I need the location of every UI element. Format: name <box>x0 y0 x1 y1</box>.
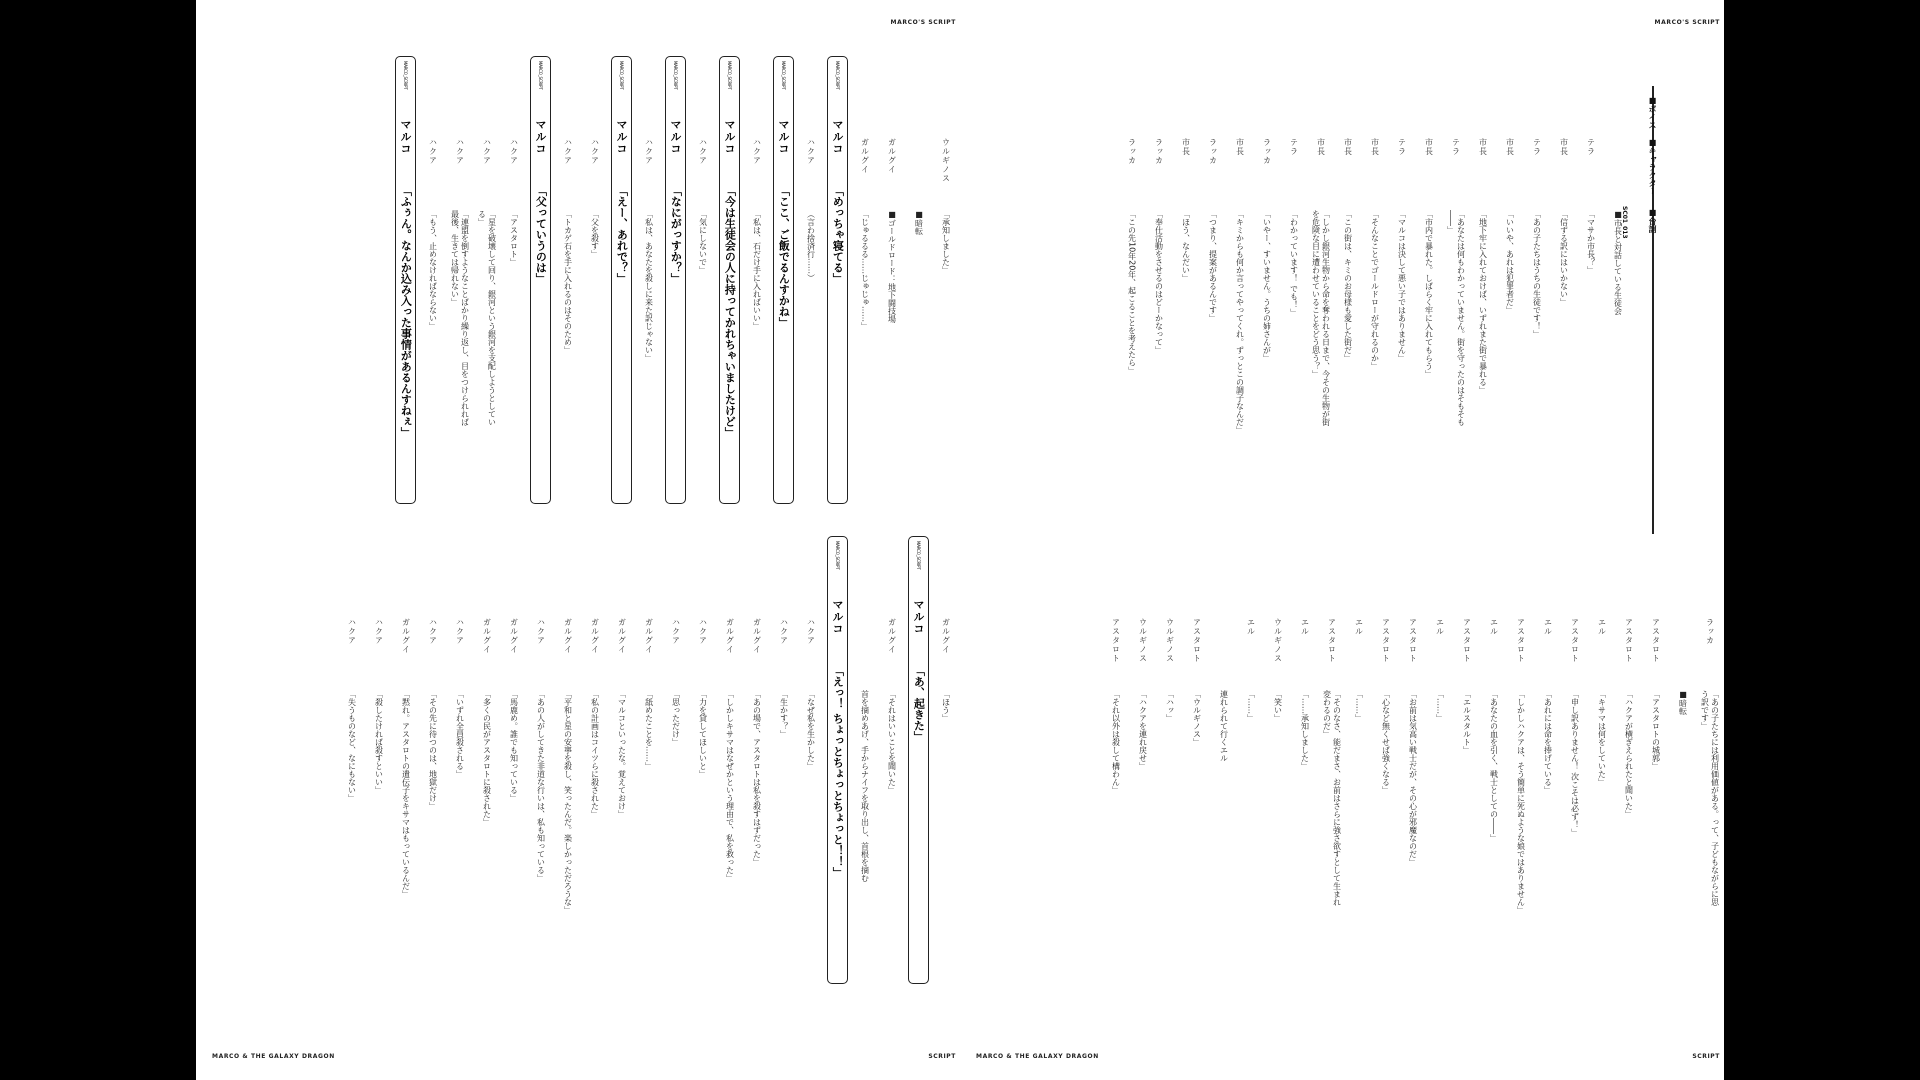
speaker-name: エル <box>1246 618 1256 636</box>
script-line <box>1537 552 1558 912</box>
dialogue-text: 「つまり、提案があるんです」 <box>1208 210 1218 322</box>
script-line <box>1229 72 1250 432</box>
column-head-voice: ■ボイス <box>1648 96 1657 129</box>
dialogue-text: 「そんなことでゴールドローが守れるのか」 <box>1370 210 1380 370</box>
speaker-name: エル <box>1435 618 1445 636</box>
dialogue-text: 「生かす？」 <box>779 690 789 738</box>
speaker-name: 市長 <box>1316 138 1326 156</box>
speaker-name: ガルグイ <box>860 138 870 174</box>
speaker-name: ハクア <box>806 618 816 645</box>
script-line <box>395 552 416 912</box>
script-line <box>341 552 362 912</box>
column-head-character: ■キャラクター <box>1648 138 1657 195</box>
dialogue-text: 「もう、止めなければならない」 <box>428 210 438 330</box>
script-block-bottom <box>972 552 1720 912</box>
page-footer-title: MARCO & THE GALAXY DRAGON <box>212 1053 335 1060</box>
script-line <box>1553 72 1574 432</box>
speaker-name: アスタロト <box>1381 618 1391 663</box>
speaker-name: マルコ <box>723 119 736 155</box>
script-line <box>881 552 902 912</box>
speaker-name: アスタロト <box>1624 618 1634 663</box>
speaker-name: ラッカ <box>1705 618 1715 645</box>
script-line <box>692 72 713 432</box>
line-tag: MARCO_SCRIPT <box>619 61 624 90</box>
highlighted-line <box>773 56 794 504</box>
highlighted-line <box>719 56 740 504</box>
script-block-top <box>972 72 1628 432</box>
dialogue-text: 「しかしハクアは、そう簡単に死ぬような娘ではありません」 <box>1516 690 1526 914</box>
dialogue-text: 「気にしないで」 <box>698 210 708 274</box>
speaker-name: エル <box>1597 618 1607 636</box>
speaker-name: 市長 <box>1370 138 1380 156</box>
dialogue-text: 「多くの民がアスタロトに殺された」 <box>482 690 492 826</box>
dialogue-text: 「その先に待つのは、地獄だけ」 <box>428 690 438 810</box>
speaker-name: ガルグイ <box>644 618 654 654</box>
highlighted-line <box>827 536 848 984</box>
dialogue-text: 「エルスタルト」 <box>1462 690 1472 754</box>
speaker-name: ガルグイ <box>725 618 735 654</box>
dialogue-text: 「父を殺す」 <box>590 210 600 258</box>
speaker-name: ガルグイ <box>941 618 951 654</box>
dialogue-text: 「今は生徒会の人に持ってかれちゃいましたけど」 <box>723 185 737 438</box>
dialogue-text: 「承知しました」 <box>941 210 951 274</box>
dialogue-text: 「ウルギノス」 <box>1192 690 1202 746</box>
script-line <box>1375 552 1396 912</box>
script-line <box>1202 72 1223 432</box>
script-line <box>557 72 578 432</box>
speaker-name: ハクア <box>455 138 465 165</box>
page-footer-label: SCRIPT <box>1692 1053 1720 1060</box>
dialogue-text: 「申し訳ありません！ 次こそは必ず！」 <box>1570 690 1580 837</box>
dialogue-text: 「あれには命を捧げている」 <box>1543 690 1553 794</box>
script-line <box>1105 552 1126 912</box>
script-line <box>908 72 929 432</box>
highlighted-line <box>395 56 416 504</box>
dialogue-text: 「えー、あれで？」 <box>615 185 629 284</box>
speaker-name: マルコ <box>534 119 547 155</box>
script-line <box>1618 552 1639 912</box>
dialogue-text: 「ここ、ご飯でるんすかね」 <box>777 185 791 328</box>
script-line <box>530 552 551 912</box>
highlighted-line <box>665 56 686 504</box>
script-line <box>1294 552 1315 912</box>
speaker-name: テラ <box>1397 138 1407 156</box>
speaker-name: ガルグイ <box>563 618 573 654</box>
dialogue-text: 「マサか市長？」 <box>1586 210 1596 274</box>
dialogue-text: 「……」 <box>1435 690 1445 722</box>
speaker-name: テラ <box>1532 138 1542 156</box>
dialogue-text: 「私は、石だけ手に入ればいい」 <box>752 210 762 330</box>
dialogue-text: 「黙れ。アスタロトの遺伝子をキサマはもっているんだ」 <box>401 690 411 898</box>
script-line <box>1510 552 1531 912</box>
speaker-name: マルコ <box>615 119 628 155</box>
speaker-name: ハクア <box>644 138 654 165</box>
script-line <box>1337 72 1358 432</box>
dialogue-text: ■ゴールドロード：地下闘技場 <box>887 210 897 323</box>
dialogue-text: 「舐めたことを……」 <box>644 690 654 770</box>
dialogue-text: 「私の計画はコイツらに殺された」 <box>590 690 600 818</box>
script-line <box>800 72 821 432</box>
dialogue-text: 「じゅるるる……じゅじゅ……」 <box>860 210 870 330</box>
speaker-name: エル <box>1543 618 1553 636</box>
speaker-name: マルコ <box>912 599 925 635</box>
script-line <box>1645 552 1666 912</box>
speaker-name: ガルグイ <box>509 618 519 654</box>
speaker-name: ハクア <box>428 618 438 645</box>
left-script-page <box>196 0 960 1080</box>
speaker-name: ガルグイ <box>401 618 411 654</box>
dialogue-text: 「アスタロト」 <box>509 210 519 266</box>
script-line <box>449 72 470 432</box>
dialogue-text: 「なぜ私を生かした」 <box>806 690 816 770</box>
script-line <box>1186 552 1207 912</box>
script-line <box>935 552 956 912</box>
dialogue-text: 「なにがっすか？」 <box>669 185 683 284</box>
speaker-name: エル <box>1354 618 1364 636</box>
highlighted-line <box>611 56 632 504</box>
script-line <box>503 72 524 432</box>
dialogue-text: 「いやー、すいません。うちの姉さんが」 <box>1262 210 1272 362</box>
dialogue-text: 「しかしキサマはなぜかという理由で、私を救った」 <box>725 690 735 882</box>
speaker-name: ガルグイ <box>887 138 897 174</box>
script-line <box>1321 552 1342 912</box>
dialogue-text: 「あ、起きた」 <box>912 665 926 742</box>
dialogue-text: 「ほう、なんだい」 <box>1181 210 1191 282</box>
speaker-name: 市長 <box>1505 138 1515 156</box>
line-tag: MARCO_SCRIPT <box>403 61 408 90</box>
script-line <box>1564 552 1585 912</box>
dialogue-text: 「……」 <box>1354 690 1364 722</box>
script-line <box>746 552 767 912</box>
dialogue-text: 「市内で暴れた。しばらく牢に入れてもらう」 <box>1424 210 1434 378</box>
speaker-name: ハクア <box>374 618 384 645</box>
speaker-name: ハクア <box>698 138 708 165</box>
dialogue-text: 「笑い」 <box>1273 690 1283 722</box>
speaker-name: ウルギノス <box>1138 618 1148 663</box>
dialogue-text: （言わ捨済行……） <box>806 210 816 282</box>
script-line <box>1526 72 1547 432</box>
speaker-name: ハクア <box>536 618 546 645</box>
line-tag: MARCO_SCRIPT <box>835 541 840 570</box>
column-head-line: ■台詞 <box>1648 208 1657 233</box>
script-line <box>1121 72 1142 432</box>
dialogue-text: 「……承知しました」 <box>1300 690 1310 770</box>
speaker-name: ハクア <box>563 138 573 165</box>
speaker-name: アスタロト <box>1570 618 1580 663</box>
speaker-name: ガルグイ <box>752 618 762 654</box>
speaker-name: ハクア <box>806 138 816 165</box>
dialogue-text: 連れられて行くエル <box>1219 690 1229 762</box>
speaker-name: マルコ <box>777 119 790 155</box>
script-line <box>1607 72 1628 432</box>
dialogue-text: 「平和と星の安寧を殺し、笑ったんだ。楽しかっただろうな」 <box>563 690 573 914</box>
line-tag: MARCO_SCRIPT <box>673 61 678 90</box>
dialogue-text: 「……」 <box>1246 690 1256 722</box>
script-line <box>584 72 605 432</box>
highlighted-line <box>827 56 848 504</box>
script-line <box>1132 552 1153 912</box>
script-line <box>1483 552 1504 912</box>
script-line <box>1391 72 1412 432</box>
script-line <box>1591 552 1612 912</box>
dialogue-text: 「あなたは何もわかっていません。街を守ったのはそもそも――」 <box>1446 210 1466 426</box>
dialogue-text: 「星を破壊して回り、銀河という銀河を支配しようとしている」 <box>477 210 497 426</box>
speaker-name: ラッカ <box>1262 138 1272 165</box>
speaker-name: 市長 <box>1424 138 1434 156</box>
dialogue-text: 「それはいいことを聞いた」 <box>887 690 897 794</box>
dialogue-text: 「あの場で、アスタロトは私を殺すはずだった」 <box>752 690 762 866</box>
speaker-name: ラッカ <box>1208 138 1218 165</box>
script-line <box>422 552 443 912</box>
speaker-name: テラ <box>1586 138 1596 156</box>
speaker-name: アスタロト <box>1192 618 1202 663</box>
dialogue-text: 「そのなさ、能だまさ、お前はさらに強さ欲すとして生まれ変わるのだ」 <box>1322 690 1342 906</box>
speaker-name: エル <box>1300 618 1310 636</box>
highlighted-line <box>908 536 929 984</box>
speaker-name: 市長 <box>1235 138 1245 156</box>
speaker-name: ガルグイ <box>887 618 897 654</box>
speaker-name: マルコ <box>669 119 682 155</box>
script-line <box>1256 72 1277 432</box>
right-script-page <box>960 0 1724 1080</box>
script-line <box>854 552 875 912</box>
dialogue-text: 「信ずる訳にはいかない」 <box>1559 210 1569 306</box>
speaker-name: ガルグイ <box>617 618 627 654</box>
speaker-name: マルコ <box>831 119 844 155</box>
script-block-bottom <box>208 541 956 914</box>
script-line <box>1348 552 1369 912</box>
script-line <box>1213 552 1234 912</box>
scene-number: SC01_013 <box>1621 206 1628 239</box>
dialogue-text: 「私は、あなたを殺しに来た訳じゃない」 <box>644 210 654 362</box>
script-line <box>1159 552 1180 912</box>
dialogue-text: 「この街は、キミのお母様も愛した街だ」 <box>1343 210 1353 362</box>
dialogue-text: 「馬鹿め。誰でも知っている」 <box>509 690 519 802</box>
speaker-name: ラッカ <box>1154 138 1164 165</box>
script-line <box>1456 552 1477 912</box>
dialogue-text: 「あの人がしてきた非道な行いは、私も知っている」 <box>536 690 546 882</box>
dialogue-text: ■暗転 <box>914 210 924 235</box>
script-line <box>1148 72 1169 432</box>
line-tag: MARCO_SCRIPT <box>781 61 786 90</box>
script-line <box>638 72 659 432</box>
script-line <box>1499 72 1520 432</box>
dialogue-text: 「奉仕活動をさせるのはどーかなって」 <box>1154 210 1164 354</box>
speaker-name: ラッカ <box>1127 138 1137 165</box>
dialogue-text: 「ふぅん。なんか込み入った事情があるんすねぇ」 <box>399 185 413 438</box>
speaker-name: ハクア <box>347 618 357 645</box>
line-tag: MARCO_SCRIPT <box>538 61 543 90</box>
script-line <box>1445 72 1466 432</box>
dialogue-text: 「キミからも何か言ってやってくれ。ずっとこの調子なんだ」 <box>1235 210 1245 434</box>
speaker-name: アスタロト <box>1651 618 1661 663</box>
dialogue-text: 「この先10年20年、起こることを考えたら」 <box>1127 210 1137 375</box>
script-line <box>1364 72 1385 432</box>
dialogue-text: 「えっ！ ちょっとちょっとちょっと！！」 <box>831 665 845 878</box>
script-line <box>1283 72 1304 432</box>
script-line <box>584 552 605 912</box>
script-block-top <box>208 61 956 438</box>
dialogue-text: 「力を貸してほしいと」 <box>698 690 708 778</box>
speaker-name: 市長 <box>1181 138 1191 156</box>
script-line <box>692 552 713 912</box>
speaker-name: ウルギノス <box>1165 618 1175 663</box>
script-line <box>1310 72 1331 432</box>
dialogue-text: 「地下牢に入れておけば、いずれまた街で暴れる」 <box>1478 210 1488 394</box>
speaker-name: ハクア <box>752 138 762 165</box>
script-line <box>422 72 443 432</box>
speaker-name: ウルギノス <box>941 138 951 183</box>
speaker-name: ハクア <box>428 138 438 165</box>
dialogue-text: 「あの子たちはうちの生徒です！」 <box>1532 210 1542 338</box>
speaker-name: ウルギノス <box>1273 618 1283 663</box>
page-header: MARCO'S SCRIPT <box>1654 19 1720 26</box>
script-line <box>1672 552 1693 912</box>
script-line <box>476 72 497 432</box>
script-line <box>719 552 740 912</box>
dialogue-text: 「しかし銀河生物から命を奪われる日まで、今その生物が街を危険な目に遭わせていることをどう思う？」 <box>1311 210 1331 426</box>
script-line <box>611 552 632 912</box>
dialogue-text: 「マルコは決して悪い子ではありません」 <box>1397 210 1407 362</box>
speaker-name: アスタロト <box>1462 618 1472 663</box>
dialogue-text: 「ほう」 <box>941 690 951 722</box>
line-tag: MARCO_SCRIPT <box>835 61 840 90</box>
dialogue-text: 「それ以外は殺して構わん」 <box>1111 690 1121 794</box>
dialogue-text: 「マルコといったな。覚えておけ」 <box>617 690 627 818</box>
script-line <box>557 552 578 912</box>
speaker-name: ガルグイ <box>482 618 492 654</box>
script-line <box>665 552 686 912</box>
speaker-name: マルコ <box>399 119 412 155</box>
dialogue-text: 「ハクアを連れ戻せ」 <box>1138 690 1148 770</box>
speaker-name: ガルグイ <box>590 618 600 654</box>
dialogue-text: 「思っただけ」 <box>671 690 681 746</box>
dialogue-text: 「あなたの血を引く、戦士としての――」 <box>1489 690 1499 842</box>
script-line <box>881 72 902 432</box>
dialogue-text: 「失うものなど、なにもない」 <box>347 690 357 802</box>
dialogue-text: 「お前は気高い戦士だが、その心が邪魔なのだ」 <box>1408 690 1418 866</box>
dialogue-text: 「めっちゃ寝てる」 <box>831 185 845 284</box>
speaker-name: ハクア <box>509 138 519 165</box>
dialogue-text: 「トカゲ石を手に入れるのはそのため」 <box>563 210 573 354</box>
page-header: MARCO'S SCRIPT <box>890 19 956 26</box>
script-line <box>476 552 497 912</box>
script-line <box>1418 72 1439 432</box>
line-tag: MARCO_SCRIPT <box>916 541 921 570</box>
script-line <box>368 552 389 912</box>
speaker-name: テラ <box>1451 138 1461 156</box>
script-line <box>503 552 524 912</box>
speaker-name: マルコ <box>831 599 844 635</box>
speaker-name: アスタロト <box>1111 618 1121 663</box>
speaker-name: ハクア <box>698 618 708 645</box>
script-line <box>1429 552 1450 912</box>
dialogue-text: 「父っていうのは」 <box>534 185 548 284</box>
dialogue-text: ■暗転 <box>1678 690 1688 715</box>
script-line <box>1175 72 1196 432</box>
speaker-name: アスタロト <box>1516 618 1526 663</box>
script-line <box>1240 552 1261 912</box>
script-line <box>746 72 767 432</box>
dialogue-text: 「殺したければ殺すといい」 <box>374 690 384 794</box>
script-line <box>854 72 875 432</box>
highlighted-line <box>530 56 551 504</box>
script-line <box>1580 72 1601 432</box>
speaker-name: テラ <box>1289 138 1299 156</box>
dialogue-text: ■市長と対話している生徒会 <box>1613 210 1623 315</box>
speaker-name: 市長 <box>1559 138 1569 156</box>
speaker-name: アスタロト <box>1408 618 1418 663</box>
page-footer-title: MARCO & THE GALAXY DRAGON <box>976 1053 1099 1060</box>
script-line <box>800 552 821 912</box>
dialogue-text: 首を摘めあげ、手からナイフを取り出し、首根を摘む <box>860 690 870 882</box>
speaker-name: 市長 <box>1478 138 1488 156</box>
speaker-name: アスタロト <box>1327 618 1337 663</box>
script-line <box>1699 552 1720 912</box>
speaker-name: ハクア <box>671 618 681 645</box>
dialogue-text: 「わかっています！ でも！」 <box>1289 210 1299 317</box>
dialogue-text: 「キサマは何をしていた」 <box>1597 690 1607 786</box>
speaker-name: ハクア <box>482 138 492 165</box>
dialogue-text: 「いいや、あれは犯罪者だ」 <box>1505 210 1515 314</box>
speaker-name: 市長 <box>1343 138 1353 156</box>
dialogue-text: 「ハクアが横ぎえられたと聞いた」 <box>1624 690 1634 818</box>
script-line <box>1472 72 1493 432</box>
dialogue-text: 「アスタロトの城郭」 <box>1651 690 1661 770</box>
script-line <box>935 72 956 432</box>
speaker-name: ハクア <box>590 138 600 165</box>
speaker-name: ハクア <box>779 618 789 645</box>
script-line <box>773 552 794 912</box>
line-tag: MARCO_SCRIPT <box>727 61 732 90</box>
script-line <box>1267 552 1288 912</box>
dialogue-text: 「いずれ全員殺される」 <box>455 690 465 778</box>
dialogue-text: 「連盟を倒すようなことばかり繰り返し、目をつけられれば最後、生きては帰れない」 <box>450 210 470 426</box>
speaker-name: エル <box>1489 618 1499 636</box>
page-footer-label: SCRIPT <box>928 1053 956 1060</box>
dialogue-text: 「心など無くせば強くなる」 <box>1381 690 1391 794</box>
dialogue-text: 「ハッ」 <box>1165 690 1175 722</box>
speaker-name: ハクア <box>455 618 465 645</box>
script-line <box>449 552 470 912</box>
script-line <box>1402 552 1423 912</box>
script-line <box>638 552 659 912</box>
dialogue-text: 「あの子たちには利用価値がある。って、子どもながらに思う訳です」 <box>1700 690 1720 906</box>
